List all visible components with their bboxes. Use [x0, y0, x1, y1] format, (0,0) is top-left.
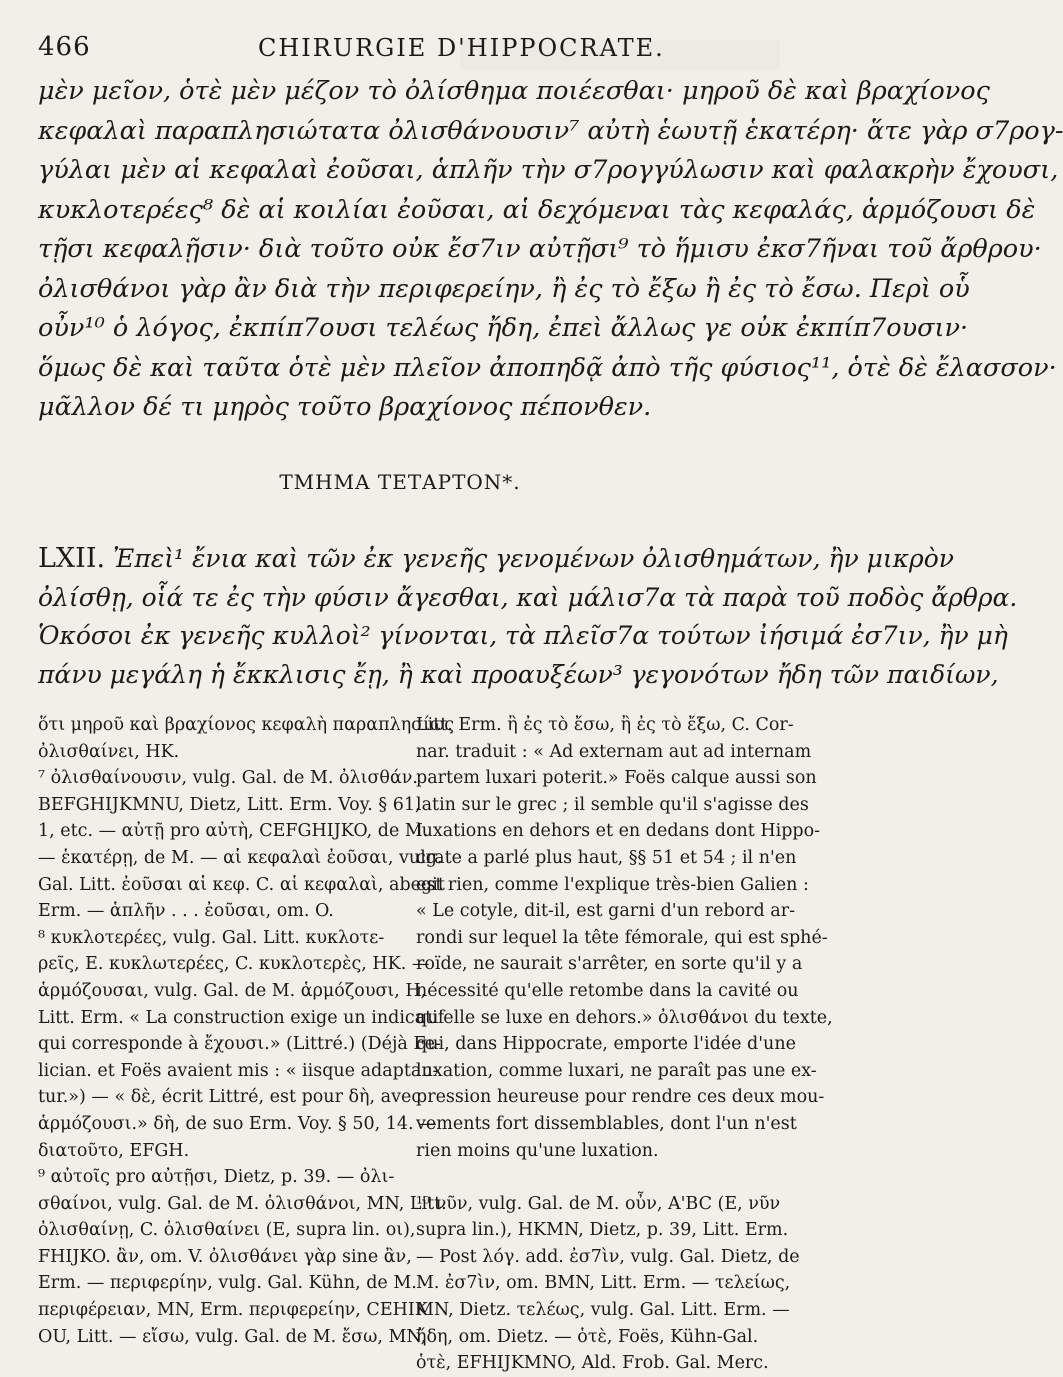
- footnote-line: ⁹ αὐτοῖς pro αὐτῇσι, Dietz, p. 39. — ὀλι-: [38, 1167, 395, 1188]
- footnote-line: διατοῦτο, EFGH.: [38, 1140, 190, 1161]
- footnote-line: ὀλισθαίνει, HK.: [38, 741, 180, 762]
- footnote-line: est rien, comme l'explique très-bien Galien :: [416, 874, 809, 895]
- text-line: κυκλοτερέες⁸ δὲ αἱ κοιλίαι ἐοῦσαι, αἱ δεχόμεναι τὰς κεφαλάς, ἁρμόζουσι δὲ: [38, 194, 1036, 225]
- footnote-line: [416, 1164, 768, 1191]
- footnote-line: FHIJKO. ἂν, om. V. ὀλισθάνει γὰρ sine ἂν,: [38, 1246, 412, 1267]
- footnote-line: qui, dans Hippocrate, emporte l'idée d'une: [416, 1034, 796, 1055]
- footnote-line: qu'elle se luxe en dehors.» ὀλισθάνοι du texte,: [416, 1007, 833, 1028]
- footnote-line: rondi sur lequel la tête fémorale, qui est sphé-: [416, 927, 828, 948]
- footnote-line: Erm. — ἁπλῆν . . . ἐοῦσαι, om. O.: [38, 901, 334, 922]
- footnote-line: ἁρμόζουσι.» δὴ, de suo Erm. Voy. § 50, 14. —: [38, 1113, 437, 1134]
- text-line: Ὁκόσοι ἐκ γενεῆς κυλλοὶ² γίνονται, τὰ πλεῖσ7α τούτων ἰήσιμά ἐσ7ιν, ἢν μὴ: [38, 621, 1008, 650]
- footnote-line: ¹⁰ νῦν, vulg. Gal. de M. οὖν, A'BC (E, νῦν: [416, 1193, 781, 1214]
- footnote-line: luxation, comme luxari, ne paraît pas une ex-: [416, 1060, 817, 1081]
- footnote-line: supra lin.), HKMN, Dietz, p. 39, Litt. Erm.: [416, 1220, 789, 1241]
- footnote-line: vements fort dissemblables, dont l'un n'est: [416, 1113, 797, 1134]
- text-line: τῇσι κεφαλῇσιν· διὰ τοῦτο οὐκ ἔσ7ιν αὐτῇσι⁹ τὸ ἥμισυ ἐκσ7ῆναι τοῦ ἄρθρου·: [38, 234, 1042, 264]
- footnote-line: ἤδη, om. Dietz. — ὁτὲ, Foës, Kühn-Gal.: [416, 1326, 759, 1347]
- text-line: κεφαλαὶ παραπλησιώτατα ὀλισθάνουσιν⁷ αὐτὴ ἑωυτῇ ἑκατέρη· ἅτε γὰρ σ7ρογ-: [38, 115, 1063, 146]
- text-line: [38, 540, 954, 579]
- section-number: LXII.: [38, 543, 106, 574]
- text-line: γύλαι μὲν αἱ κεφαλαὶ ἐοῦσαι, ἁπλῆν τὴν σ7ρογγύλωσιν καὶ φαλακρὴν ἔχουσι,: [38, 155, 1059, 185]
- footnote-line: ⁷ ὀλισθαίνουσιν, vulg. Gal. de M. ὀλισθάν.: [38, 768, 418, 789]
- text-line: ὀλίσθῃ, οἷά τε ἐς τὴν φύσιν ἄγεσθαι, καὶ μάλισ7α τὰ παρὰ τοῦ ποδὸς ἄρθρα.: [38, 582, 1018, 612]
- footnote-line: M. ἐσ7ὶν, om. BMN, Litt. Erm. — τελείως,: [416, 1273, 791, 1294]
- footnote-line: Litt. Erm. « La construction exige un indicatif: [38, 1007, 445, 1028]
- footnote-line: lician. et Foës avaient mis : « iisque adaptan-: [38, 1060, 439, 1081]
- page-number: 466: [38, 32, 91, 62]
- footnote-line: qui corresponde à ἔχουσι.» (Littré.) (Déjà Fe-: [38, 1034, 441, 1055]
- page-header: [38, 30, 770, 64]
- text-line: ὅμως δὲ καὶ ταῦτα ὁτὲ μὲν πλεῖον ἀποπηδᾷ ἀπὸ τῆς φύσιος¹¹, ὁτὲ δὲ ἔλασσον·: [38, 352, 1057, 383]
- footnote-line: rien moins qu'une luxation.: [416, 1140, 659, 1161]
- footnote-line: crate a parlé plus haut, §§ 51 et 54 ; il n'en: [416, 847, 797, 868]
- footnote-line: roïde, ne saurait s'arrêter, en sorte qu'il y a: [416, 954, 803, 975]
- footnote-line: nécessité qu'elle retombe dans la cavité ou: [416, 980, 799, 1001]
- footnote-line: ὀλισθαίνῃ, C. ὀλισθαίνει (E, supra lin. οι),: [38, 1220, 416, 1241]
- text-line: μᾶλλον δέ τι μηρὸς τοῦτο βραχίονος πέπονθεν.: [38, 392, 652, 422]
- footnote-line: ρεῖς, E. κυκλωτερέες, C. κυκλοτερὲς, HK. —: [38, 954, 430, 975]
- footnotes-right-column: [416, 712, 833, 1377]
- footnote-line: BEFGHIJKMNU, Dietz, Litt. Erm. Voy. § 61,: [38, 794, 421, 815]
- footnote-line: « Le cotyle, dit-il, est garni d'un rebord ar-: [416, 901, 795, 922]
- footnote-line: luxations en dehors et en dedans dont Hippo-: [416, 821, 821, 842]
- footnote-line: Erm. — περιφερίην, vulg. Gal. Kühn, de M.: [38, 1273, 417, 1294]
- footnote-line: tur.») — « δὲ, écrit Littré, est pour δὴ, avec: [38, 1087, 422, 1108]
- footnotes: [38, 712, 833, 1374]
- footnote-line: MN, Dietz. τελέως, vulg. Gal. Litt. Erm. —: [416, 1300, 790, 1321]
- footnote-line: — ἑκατέρῃ, de M. — αἱ κεφαλαὶ ἐοῦσαι, vulg.: [38, 847, 443, 868]
- footnote-line: latin sur le grec ; il semble qu'il s'agisse des: [416, 794, 809, 815]
- footnote-line: OU, Litt. — εἴσω, vulg. Gal. de M. ἔσω, MN,: [38, 1326, 427, 1347]
- footnote-line: Litt. Erm. ἢ ἐς τὸ ἔσω, ἢ ἐς τὸ ἔξω, C. Cor-: [416, 715, 794, 735]
- running-title: CHIRURGIE D'HIPPOCRATE.: [258, 34, 665, 62]
- footnote-line: — Post λόγ. add. ἐσ7ὶν, vulg. Gal. Dietz, de: [416, 1246, 800, 1267]
- greek-main-text: [38, 72, 1063, 428]
- footnote-line: Gal. Litt. ἐοῦσαι αἱ κεφ. C. αἱ κεφαλαὶ, abegit: [38, 874, 445, 895]
- footnote-line: σθαίνοι, vulg. Gal. de M. ὀλισθάνοι, MN, Litt.: [38, 1193, 447, 1214]
- footnote-line: partem luxari poterit.» Foës calque aussi son: [416, 768, 817, 789]
- text-line: μὲν μεῖον, ὁτὲ μὲν μέζον τὸ ὀλίσθημα ποιέεσθαι· μηροῦ δὲ καὶ βραχίονος: [38, 76, 990, 106]
- footnote-line: ὅτι μηροῦ καὶ βραχίονος κεφαλὴ παραπλησίως: [38, 715, 455, 735]
- text-line: πάνυ μεγάλη ἡ ἔκκλισις ἔῃ, ἢ καὶ προαυξέων³ γεγονότων ἤδη τῶν παιδίων,: [38, 659, 999, 689]
- footnote-line: 1, etc. — αὐτῇ pro αὐτὴ, CEFGHIJKO, de M.: [38, 821, 429, 842]
- footnote-line: περιφέρειαν, MN, Erm. περιφερείην, CEHIK: [38, 1300, 428, 1321]
- footnote-line: pression heureuse pour rendre ces deux mou-: [416, 1087, 825, 1108]
- text-line: ὀλισθάνοι γὰρ ἂν διὰ τὴν περιφερείην, ἢ ἐς τὸ ἔξω ἢ ἐς τὸ ἔσω. Περὶ οὗ: [38, 273, 970, 304]
- section-line-first: Ἐπεὶ¹ ἔνια καὶ τῶν ἐκ γενεῆς γενομένων ὀλισθημάτων, ἢν μικρὸν: [113, 544, 954, 573]
- text-line: οὖν¹⁰ ὁ λόγος, ἐκπίπ7ουσι τελέως ἤδη, ἐπεὶ ἄλλως γε οὐκ ἐκπίπ7ουσιν·: [38, 313, 969, 343]
- footnote-line: ἁρμόζουσαι, vulg. Gal. de M. ἁρμόζουσι, H,: [38, 980, 427, 1001]
- footnote-line: ⁸ κυκλοτερέες, vulg. Gal. Litt. κυκλοτε-: [38, 927, 385, 948]
- section-heading: ΤΜΗΜΑ ΤΕΤΑΡΤΟΝ*.: [279, 470, 521, 494]
- section-text: [38, 540, 1018, 694]
- footnotes-left-column: [38, 712, 455, 1350]
- footnote-line: ὁτὲ, EFHIJKMNO, Ald. Frob. Gal. Merc.: [416, 1353, 769, 1374]
- footnote-line: nar. traduit : « Ad externam aut ad internam: [416, 741, 812, 762]
